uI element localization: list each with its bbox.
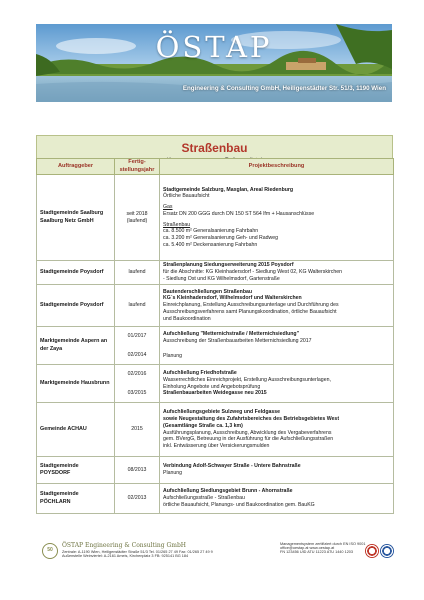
year-cell: 02/2013 (115, 484, 160, 514)
company-logo: ÖSTAP (155, 30, 273, 64)
description-cell (160, 175, 394, 261)
project-line: Ausführungsplanung, Ausschreibung, Abwicklung des Vergabeverfahrens (163, 429, 332, 436)
client-cell: Stadtgemeinde Poysdorf (37, 261, 115, 285)
year-value: 03/2015 (127, 389, 147, 396)
description-cell (160, 403, 394, 457)
quality-seal-icon (380, 544, 394, 558)
project-line: Planung (163, 470, 183, 476)
project-title-line2: sowie Neugestaltung des Zufahrtsbereiches des Betriebsgebietes West (163, 416, 340, 422)
year-cell: 08/2013 (115, 457, 160, 484)
year-cell (115, 327, 160, 365)
project-line: für die Abschnitte: KG Kleinhadersdorf - Siedlung West 02, KG Walterskirchen (163, 269, 343, 276)
column-header-client: Auftraggeber (37, 159, 115, 175)
project-line: örtliche Bauaufsicht, Planungs- und Baukoordination gem. BauKG (163, 501, 315, 508)
client-cell: Gemeinde ACHAU (37, 403, 115, 457)
year-cell: 2015 (115, 403, 160, 457)
client-cell: Marktgemeinde Aspern an der Zaya (37, 327, 115, 365)
project-subheading: Gas (163, 204, 173, 210)
project-line: Planung (163, 353, 183, 360)
footer-address: Außenstelle Weinviertel: A-2161 Ameis, Kirchenplatz 3 FB: 925141 BG 184 (62, 554, 189, 558)
header-banner (36, 24, 392, 102)
project-line: Ersatz DN 200 GGG durch DN 150 ST 564 lfm + Hausanschlüsse (163, 210, 315, 217)
year-value: 02/2016 (127, 370, 147, 377)
year-cell: laufend (115, 285, 160, 327)
footer-company-info (62, 542, 222, 558)
year-value: seit 2018 (126, 210, 148, 217)
description-cell (160, 365, 394, 403)
column-header-year: Fertig-stellungsjahr (115, 159, 160, 175)
year-status: (laufend) (126, 217, 148, 224)
year-cell (115, 365, 160, 403)
column-header-description: Projektbeschreibung (160, 159, 394, 175)
table-row (37, 261, 394, 285)
project-title: Aufschließung Friedhofstraße (163, 370, 237, 376)
project-line: inkl. Entwässerung über Versickerungsmulden (163, 443, 270, 449)
page-title: Straßenbau (181, 141, 248, 155)
project-line: gem. BVergG, Betreuung in der Ausführung für die Aufschließungsstraßen (163, 436, 334, 443)
project-line: Einreichplanung, Erstellung Ausschreibungsunterlage und Durchführung des (163, 302, 339, 309)
description-cell (160, 261, 394, 285)
client-cell (37, 457, 115, 484)
client-cell (37, 484, 115, 514)
project-line: Ausschreibung der Straßenbauarbeiten Metternichsiedlung 2017 (163, 337, 312, 344)
client-line: PÖCHLARN (40, 498, 71, 505)
certification-seal-icon (365, 544, 379, 558)
table-header-row (37, 159, 394, 175)
table-row (37, 484, 394, 514)
description-cell (160, 457, 394, 484)
project-subheading: Straßenbau (163, 221, 191, 228)
footer-cert-line: office@oestap.at www.oestap.at (280, 546, 335, 550)
project-line: Straßenbauarbeiten Weidegasse neu 2015 (163, 390, 267, 397)
project-title: Aufschließungsgebiete Sulzweg und Feldgasse (163, 409, 281, 416)
client-cell: Stadtgemeinde Poysdorf (37, 285, 115, 327)
description-cell (160, 484, 394, 514)
project-line: ca. 5.400 m² Deckensanierung Fahrbahn (163, 241, 258, 248)
project-title-line3: (Gesamtlänge Straße ca. 1,3 km) (163, 422, 243, 429)
table-row (37, 457, 394, 484)
project-title: Aufschließung "Metternichstraße / Metternichsiedlung" (163, 330, 300, 337)
footer-company-name: ÖSTAP Engineering & Consulting GmbH (62, 542, 187, 549)
company-address: Engineering & Consulting GmbH, Heiligenstädter Str. 51/3, 1190 Wien (182, 85, 386, 92)
description-cell (160, 285, 394, 327)
project-title: Stadtgemeinde Salzburg, Maxglan, Areal Riedenburg (163, 186, 294, 193)
project-line: und Baukoordination (163, 315, 211, 322)
project-line: Einholung Angebote und Angebotsprüfung (163, 383, 261, 390)
year-cell (115, 175, 160, 261)
footer-address: Zentrale: A-1190 Wien, Heiligenstädter Straße 51/3 Tel. 01/265 27 49 Fax: 01/265 27 49 9 (62, 550, 213, 554)
client-line: Stadtgemeinde (40, 462, 79, 469)
footer-cert-line: FN 123456 UID ATU 11223 ATU 1440 1203 (280, 550, 354, 554)
project-line: Aufschließungsstraße - Straßenbau (163, 495, 245, 502)
project-line: Örtliche Bauaufsicht (163, 193, 210, 200)
year-value: 02/2014 (127, 351, 147, 358)
table-row (37, 327, 394, 365)
table-row (37, 285, 394, 327)
footer-certification-info (280, 542, 366, 554)
table-row (37, 403, 394, 457)
description-cell (160, 327, 394, 365)
year-value: 01/2017 (127, 332, 147, 339)
reference-table (36, 158, 394, 514)
year-cell: laufend (115, 261, 160, 285)
project-title: Straßenplanung Siedungserweiterung 2015 Poysdorf (163, 262, 294, 269)
table-row (37, 175, 394, 261)
client-line: Stadtgemeinde (40, 491, 79, 498)
page-footer (36, 538, 393, 572)
table-row (37, 365, 394, 403)
project-line: - Siedlung Ost und KG Wilhelmsdorf, Gartenstraße (163, 275, 280, 282)
project-title-line2: KG´s Kleinhadersdorf, Wilhelmsdorf und Walterskirchen (163, 295, 302, 302)
project-line: ca. 3.200 m² Generalsanierung Geh- und Radweg (163, 235, 279, 241)
anniversary-logo-icon: 50 (42, 543, 58, 559)
footer-cert-line: Managementsystem zertifiziert durch EN ISO 9001 (280, 542, 366, 546)
project-line: ca. 8.500 m² Generalsanierung Fahrbahn (163, 228, 259, 235)
client-cell: Marktgemeinde Hausbrunn (37, 365, 115, 403)
project-title: Verbindung Adolf-Schwayer Straße - Untere Bahnstraße (163, 463, 301, 470)
project-line: Wasserrechtliches Einreichprojekt, Erstellung Ausschreibungsunterlagen, (163, 376, 331, 383)
project-title: Bautenderschließungen Straßenbau (163, 288, 253, 295)
client-cell: Stadtgemeinde Saalburg Saalburg Netz GmbH (37, 175, 115, 261)
client-line: POYSDORF (40, 470, 71, 476)
project-line: Ausschreibungsverfahrens samt Planungskoordination, örtliche Bauaufsicht (163, 308, 337, 315)
project-title: Aufschließung Siedlungsgebiet Brunn - Ahornstraße (163, 488, 293, 495)
